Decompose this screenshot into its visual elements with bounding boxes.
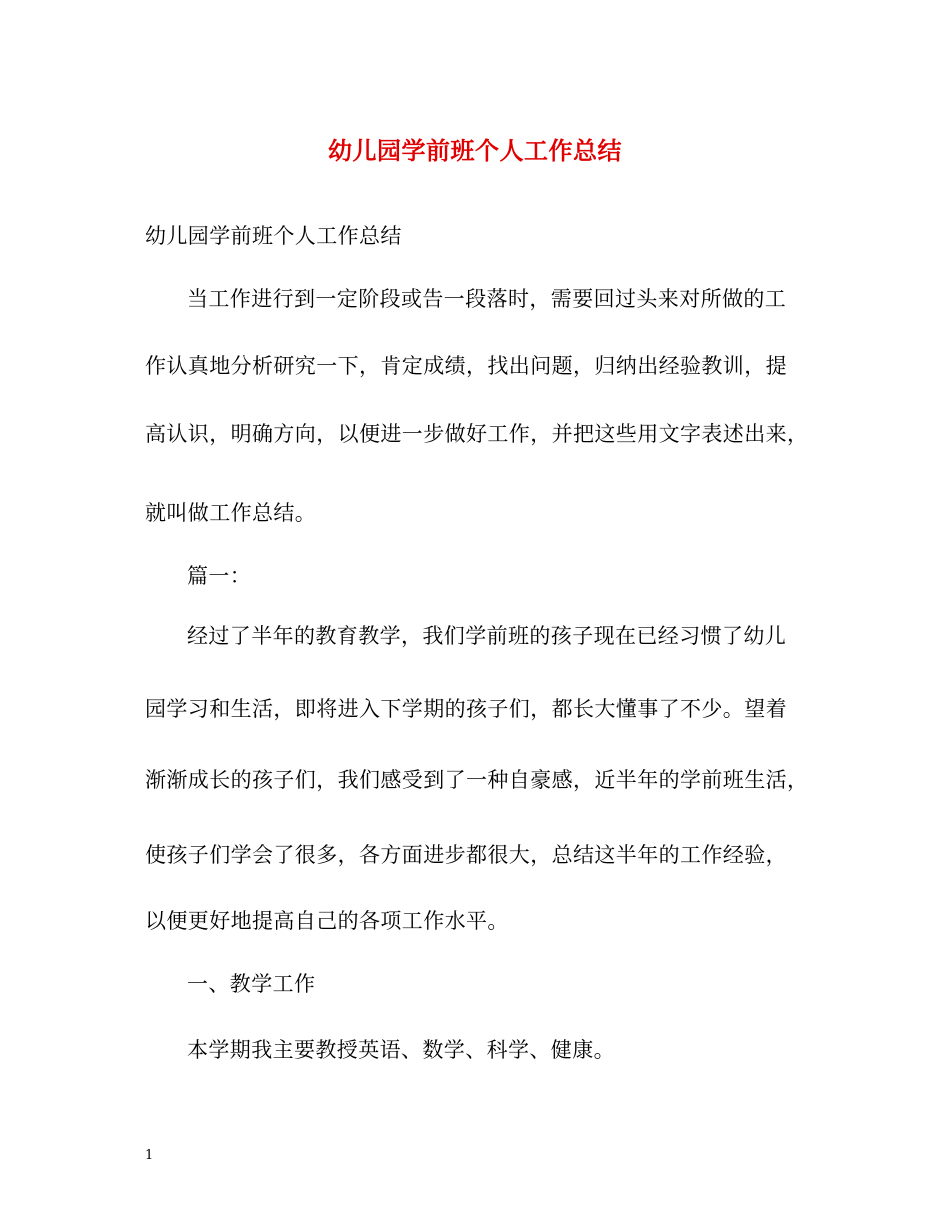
paragraph-line: 本学期我主要教授英语、数学、科学、健康。: [187, 1038, 615, 1062]
paragraph-line: 就叫做工作总结。: [145, 501, 317, 525]
section-heading: 篇一：: [187, 564, 252, 588]
page-number: 1: [145, 1148, 154, 1163]
paragraph-line: 园学习和生活，即将进入下学期的孩子们，都长大懂事了不少。望着: [145, 697, 787, 721]
paragraph-line: 以便更好地提高自己的各项工作水平。: [145, 909, 509, 933]
document-title: 幼儿园学前班个人工作总结: [328, 136, 622, 165]
subtitle-line: 幼儿园学前班个人工作总结: [145, 224, 402, 248]
paragraph-line: 作认真地分析研究一下，肯定成绩，找出问题，归纳出经验教训，提: [145, 354, 787, 378]
paragraph-line: 经过了半年的教育教学，我们学前班的孩子现在已经习惯了幼儿: [187, 624, 787, 648]
paragraph-line: 当工作进行到一定阶段或告一段落时，需要回过头来对所做的工: [187, 287, 787, 311]
paragraph-line: 使孩子们学会了很多，各方面进步都很大，总结这半年的工作经验，: [145, 843, 787, 867]
paragraph-line: 高认识，明确方向，以便进一步做好工作，并把这些用文字表述出来，: [145, 422, 809, 446]
paragraph-line: 渐渐成长的孩子们，我们感受到了一种自豪感，近半年的学前班生活，: [145, 768, 809, 792]
section-heading: 一、教学工作: [187, 972, 316, 996]
